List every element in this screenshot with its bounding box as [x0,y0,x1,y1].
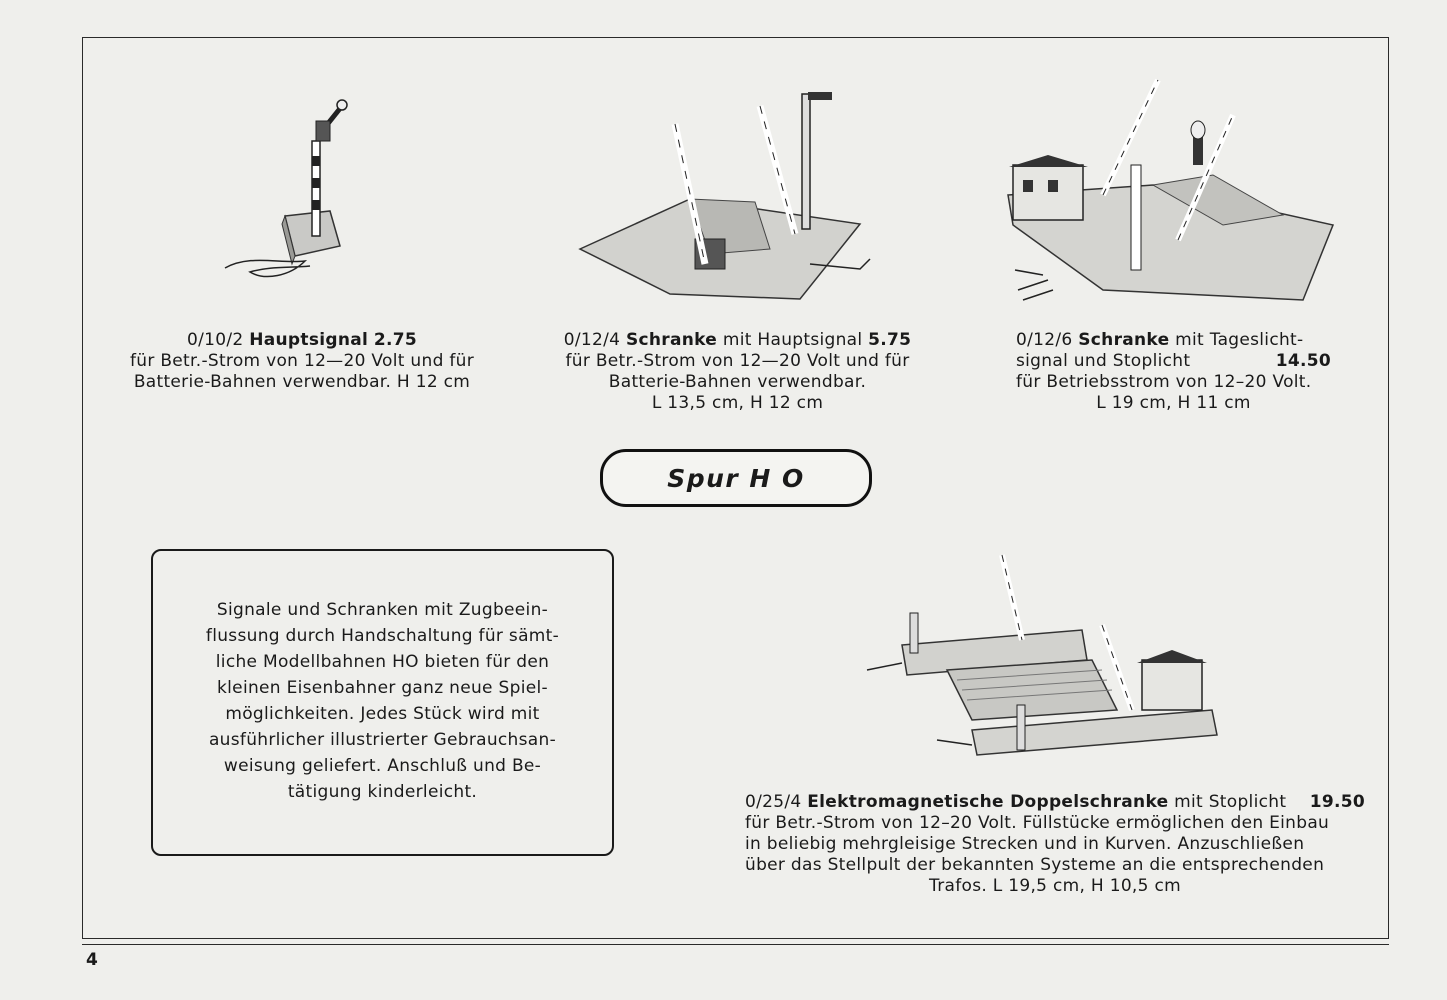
hauptsignal-photo [220,96,355,286]
caption-schranke-tageslicht: 0/12/6 Schranke mit Tageslicht- signal und Stoplicht 14.50 für Betriebsstrom von 12–20 Volt. L 19 cm, H 11 cm [1016,330,1331,413]
caption-hauptsignal: 0/10/2 Hauptsignal 2.75 für Betr.-Strom von 12—20 Volt und für Batterie-Bahnen verwendbar. H 12 cm [129,330,475,392]
caption-schranke-hauptsignal: 0/12/4 Schranke mit Hauptsignal 5.75 für Betr.-Strom von 12—20 Volt und für Batterie-Bahnen verwendbar. L 13,5 cm, H 12 cm [563,330,912,413]
caption-doppelschranke: 0/25/4 Elektromagnetische Doppelschranke mit Stoplicht 19.50 für Betr.-Strom von 12–20 Volt. Füllstücke ermöglichen den Einbau in beliebig mehrgleisige Strecken und in Kurven. Anzuschließen über das Stellpult der bekannten Systeme an die entsprechenden Trafos. L 19,5 cm, H 10,5 cm [745,792,1365,896]
schranke-hauptsignal-photo [570,84,885,304]
bottom-rule [82,944,1389,945]
info-text: Signale und Schranken mit Zugbeein- flussung durch Handschaltung für sämt- liche Modellbahnen HO bieten für den kleinen Eisenbahner ganz neue Spiel- möglichkeiten. Jedes Stück wird mit ausführlicher illustrierter Gebrauchsan- weisung geliefert. Anschluß und Be- tätigung kinderleicht. [205,600,560,802]
spur-ho-badge: Spur H O [600,449,872,507]
doppelschranke-photo [862,545,1222,775]
schranke-tageslichtsignal-photo [1003,75,1338,310]
page-number: 4 [86,950,98,970]
info-box [151,549,614,856]
